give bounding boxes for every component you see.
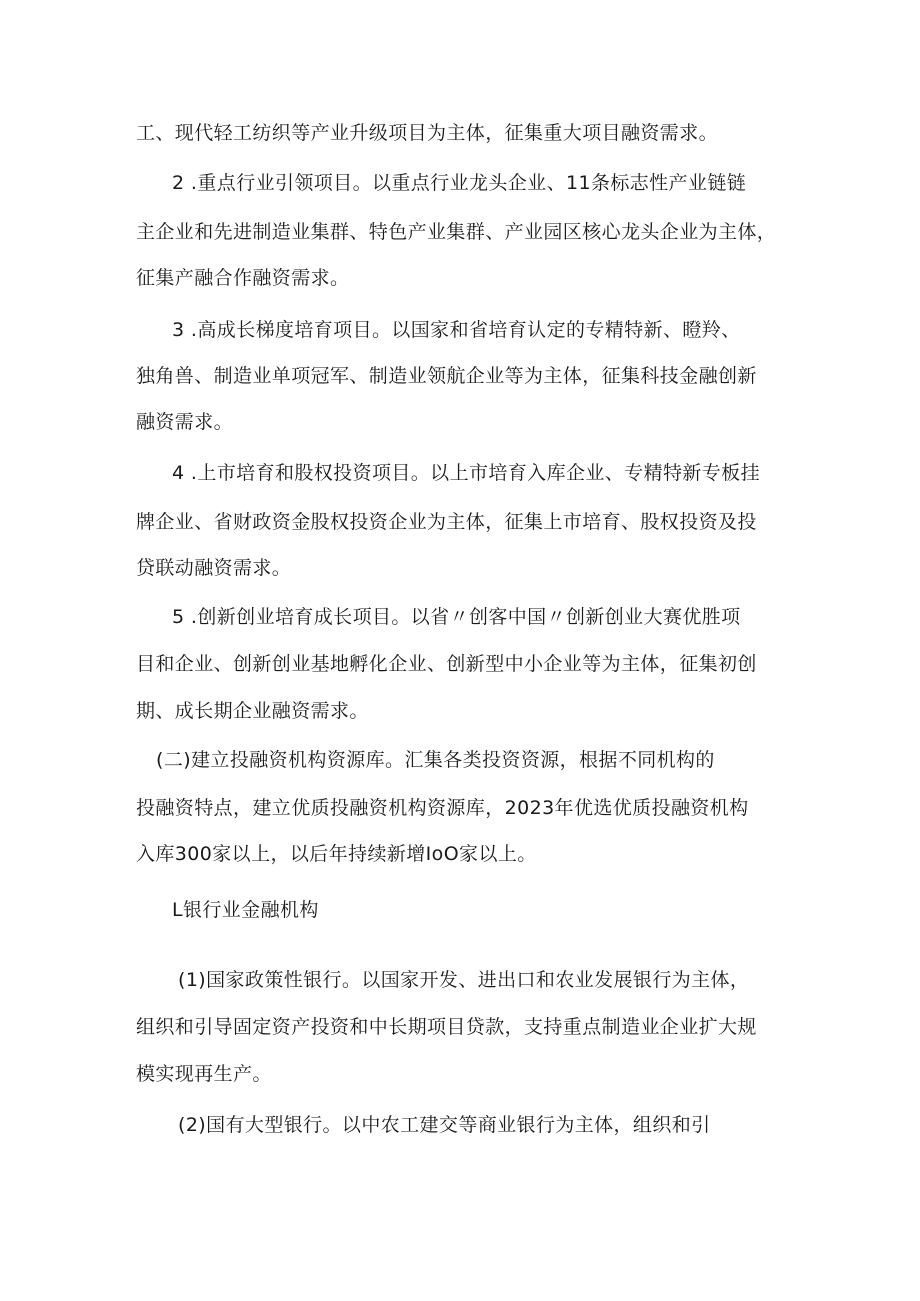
text-line: 组织和引导固定资产投资和中长期项目贷款，支持重点制造业企业扩大规 <box>136 1016 757 1038</box>
text-line: (二)建立投融资机构资源库。汇集各类投资资源，根据不同机构的 <box>156 749 715 771</box>
text-line: 3 .高成长梯度培育项目。以国家和省培育认定的专精特新、瞪羚、 <box>172 319 741 341</box>
text-line: (2)国有大型银行。以中农工建交等商业银行为主体，组织和引 <box>178 1114 711 1136</box>
text-line: 独角兽、制造业单项冠军、制造业领航企业等为主体，征集科技金融创新 <box>136 365 757 387</box>
section-heading: L银行业金融机构 <box>172 899 319 921</box>
text-line: 目和企业、创新创业基地孵化企业、创新型中小企业等为主体，征集初创 <box>136 653 757 675</box>
text-line: 投融资特点，建立优质投融资机构资源库，2023年优选优质投融资机构 <box>136 797 749 819</box>
text-line: 模实现再生产。 <box>136 1063 272 1085</box>
text-line: 主企业和先进制造业集群、特色产业集群、产业园区核心龙头企业为主体， <box>136 221 777 243</box>
text-line: 征集产融合作融资需求。 <box>136 267 350 289</box>
text-line: 4 .上市培育和股权投资项目。以上市培育入库企业、专精特新专板挂 <box>172 462 760 484</box>
text-line: 入库300家以上，以后年持续新增IoO家以上。 <box>136 843 537 865</box>
text-line: 融资需求。 <box>136 411 234 433</box>
text-line: 贷联动融资需求。 <box>136 557 292 579</box>
text-line: 期、成长期企业融资需求。 <box>136 700 369 722</box>
text-line: 5 .创新创业培育成长项目。以省〃创客中国〃创新创业大赛优胜项 <box>172 606 741 628</box>
text-line: 工、现代轻工纺织等产业升级项目为主体，征集重大项目融资需求。 <box>136 122 719 144</box>
text-line: 牌企业、省财政资金股权投资企业为主体，征集上市培育、股权投资及投 <box>136 511 757 533</box>
text-line: 2 .重点行业引领项目。以重点行业龙头企业、11条标志性产业链链 <box>172 172 747 194</box>
text-line: (1)国家政策性银行。以国家开发、进出口和农业发展银行为主体， <box>178 969 750 991</box>
